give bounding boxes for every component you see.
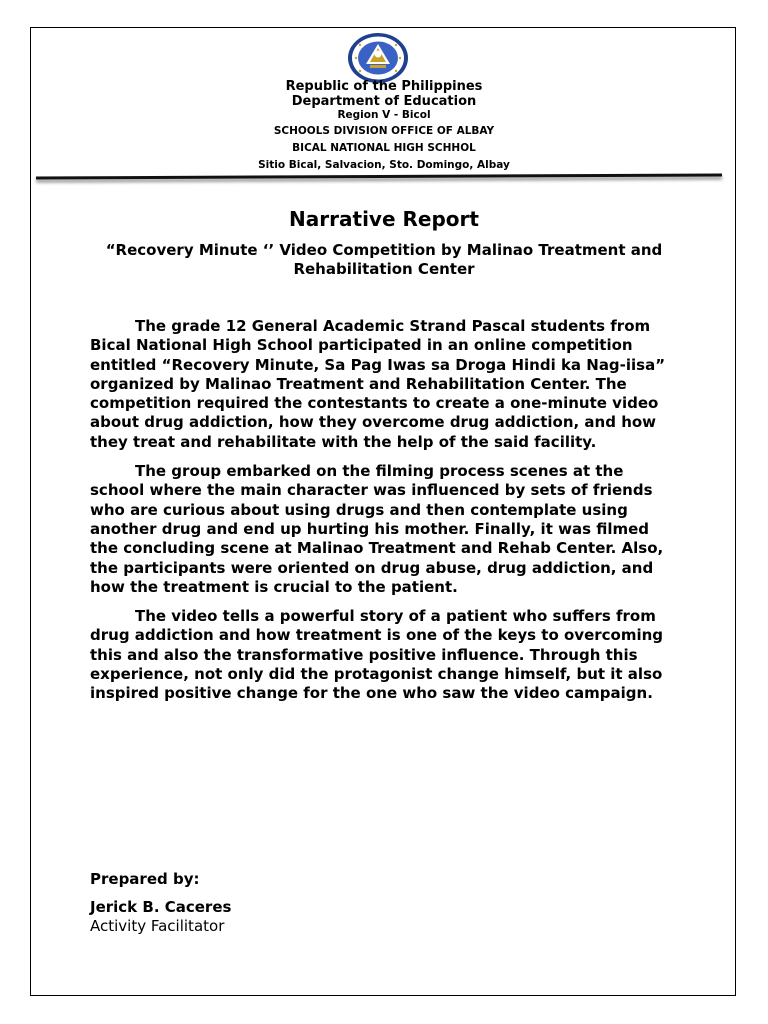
paragraph: The video tells a powerful story of a patient who suffers from drug addiction and how treatment is one of the keys to overcoming this and also the transformative positive influence. Through this experience, not only did the protagonist change himself, but it also inspired positive change for the one who saw the video campaign. [90, 607, 664, 703]
letterhead-republic: Republic of the Philippines [285, 79, 483, 94]
letterhead-region: Region V - Bicol [337, 109, 431, 121]
letterhead-department: Department of Education [291, 94, 477, 109]
paragraph: The group embarked on the filming process scenes at the school where the main character was influenced by sets of friends who are curious about using drugs and then contemplate using another drug and end up hurting his mother. Finally, it was filmed the concluding scene at Malinao Treatment and Rehab Center. Also, the participants were oriented on drug abuse, drug addiction, and how the treatment is crucial to the patient. [90, 462, 664, 596]
report-body [90, 317, 680, 714]
letterhead-division: SCHOOLS DIVISION OFFICE OF ALBAY [273, 125, 495, 137]
deped-seal-icon [346, 31, 410, 85]
paragraph: The grade 12 General Academic Strand Pascal students from Bical National High School participated in an online competition entitled “Recovery Minute, Sa Pag Iwas sa Droga Hindi ka Nag-iisa” organized by Malinao Treatment and Rehabilitation Center. The competition required the contestants to create a one-minute video about drug addiction, how they overcome drug addiction, and how they treat and rehabilitate with the help of the said facility. [90, 317, 666, 451]
prepared-by-label: Prepared by: [90, 870, 200, 888]
signatory-name: Jerick B. Caceres [90, 898, 232, 916]
report-subtitle: “Recovery Minute ‘’ Video Competition by Malinao Treatment and Rehabilitation Center [105, 241, 663, 278]
letterhead-school: BICAL NATIONAL HIGH SCHHOL [292, 142, 476, 154]
letterhead-address: Sitio Bical, Salvacion, Sto. Domingo, Albay [258, 159, 510, 171]
report-title: Narrative Report [289, 207, 479, 231]
signatory-role: Activity Facilitator [90, 917, 225, 935]
